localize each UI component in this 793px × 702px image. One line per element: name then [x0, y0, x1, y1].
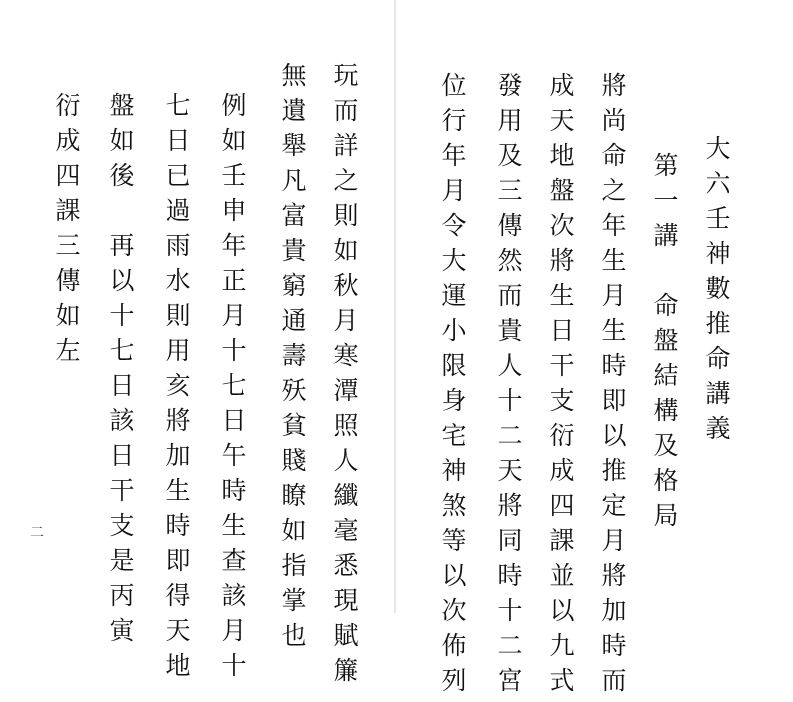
body-line-3: 發用及三傳然而貴人十二天將同時十二宮	[494, 72, 523, 702]
body-line-8: 七日已過雨水則用亥將加生時即得天地	[162, 92, 191, 687]
body-line-6: 無遺舉凡富貴窮通壽殀貧賤瞭如指掌也	[278, 62, 307, 657]
lecture-title: 第一講 命盤結構及格局	[650, 152, 679, 537]
book-title: 大六壬神數推命講義	[702, 135, 731, 450]
page-number: 二	[30, 525, 44, 541]
body-line-4: 位行年月令大運小限身宅神煞等以次佈列	[438, 72, 467, 702]
book-spine	[394, 0, 396, 613]
body-line-10: 衍成四課三傳如左	[52, 92, 81, 372]
body-line-2: 成天地盤次將生日干支衍成四課並以九式	[546, 72, 575, 702]
body-line-7: 例如壬申年正月十七日午時生查該月十	[218, 92, 247, 687]
body-line-1: 將尚命之年生月生時即以推定月將加時而	[598, 72, 627, 702]
body-line-9: 盤如後 再以十七日該日干支是丙寅	[106, 92, 135, 652]
body-line-5: 玩而詳之則如秋月寒潭照人纖毫悉現賦簾	[330, 62, 359, 692]
